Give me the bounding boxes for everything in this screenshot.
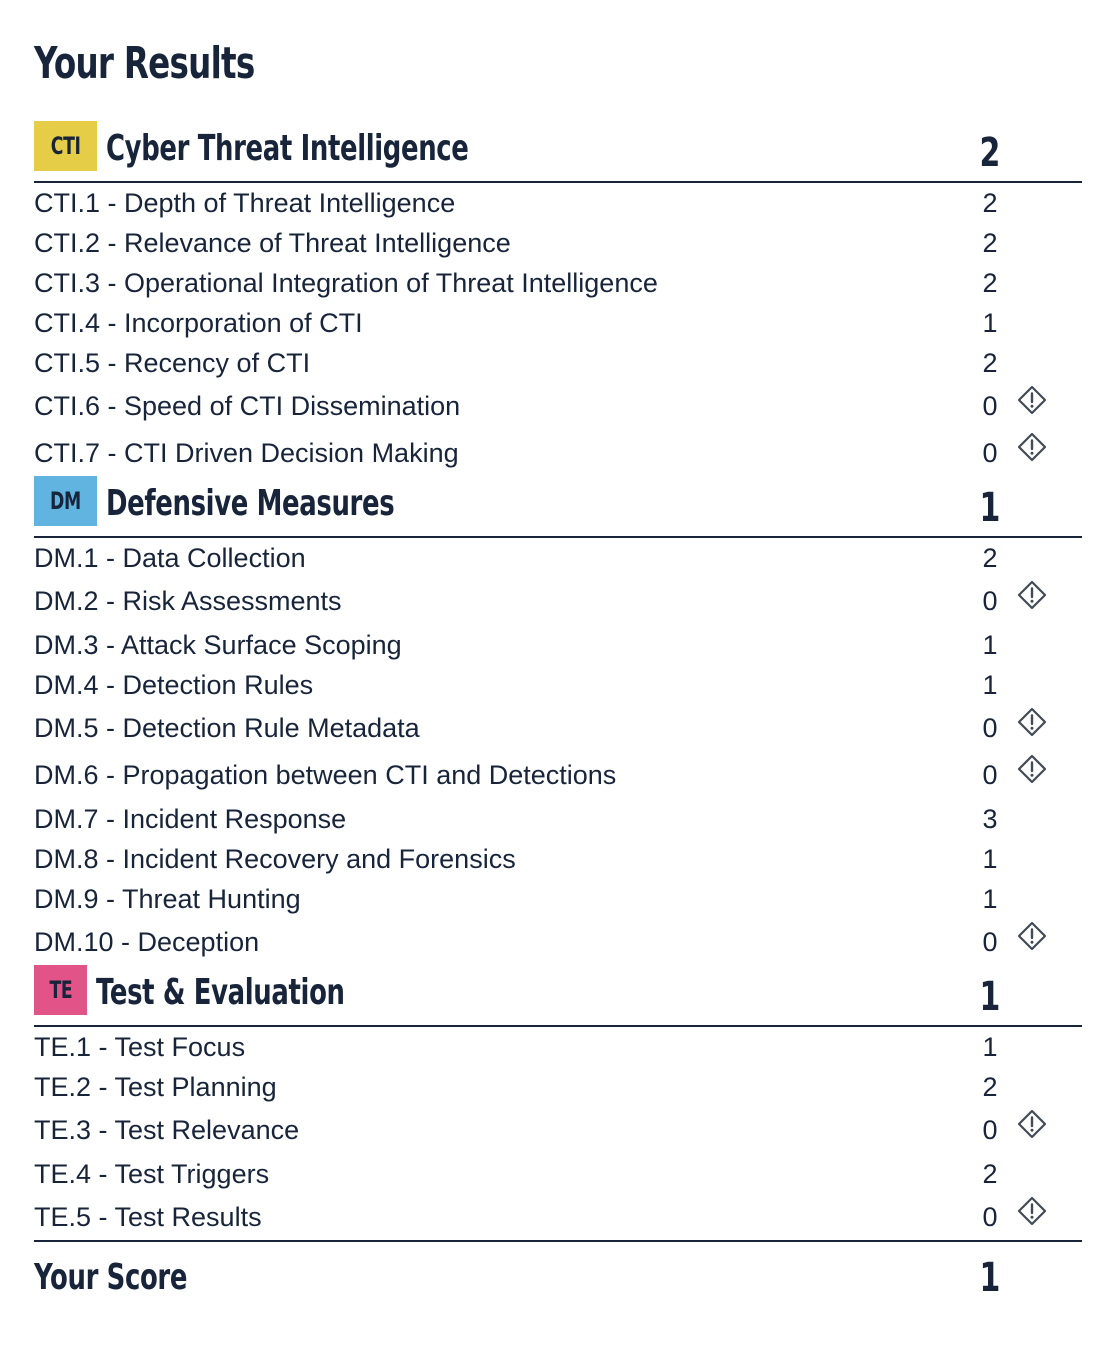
item-score: 0 [982, 713, 998, 743]
total-score-value: 1 [979, 1255, 1001, 1301]
item-score: 0 [982, 586, 998, 616]
item-row [34, 1112, 1082, 1148]
warning-diamond-icon [1016, 384, 1048, 416]
warning-diamond-icon [1016, 431, 1048, 463]
item-row [34, 435, 1082, 471]
item-score: 2 [982, 1072, 998, 1102]
section-header [34, 121, 1082, 183]
item-row [34, 881, 1082, 917]
item-label: DM.7 - Incident Response [34, 804, 347, 834]
item-row [34, 388, 1082, 424]
item-score: 0 [982, 391, 998, 421]
section-test-evaluation [34, 965, 1082, 1232]
item-label: DM.9 - Threat Hunting [34, 884, 301, 914]
item-score: 0 [982, 1115, 998, 1145]
item-row [34, 1199, 1082, 1235]
item-label: CTI.4 - Incorporation of CTI [34, 308, 363, 338]
total-score-label: Your Score [34, 1257, 188, 1298]
item-label: TE.2 - Test Planning [34, 1072, 277, 1102]
section-defensive-measures [34, 476, 1082, 957]
page-title: Your Results [34, 38, 255, 89]
item-score: 2 [982, 348, 998, 378]
item-label: DM.6 - Propagation between CTI and Detections [34, 760, 617, 790]
item-label: CTI.7 - CTI Driven Decision Making [34, 438, 459, 468]
section-title: Defensive Measures [106, 483, 395, 524]
warning-diamond-icon [1016, 920, 1048, 952]
item-score: 0 [982, 438, 998, 468]
section-badge-label: TE [49, 976, 72, 1004]
section-cyber-threat-intelligence [34, 121, 1082, 468]
warning-diamond-icon [1016, 706, 1048, 738]
item-score: 3 [982, 804, 998, 834]
section-badge-label: CTI [50, 132, 81, 160]
item-label: DM.4 - Detection Rules [34, 670, 314, 700]
section-badge [34, 476, 97, 526]
item-row [34, 667, 1082, 703]
item-label: DM.3 - Attack Surface Scoping [34, 630, 402, 660]
item-label: CTI.1 - Depth of Threat Intelligence [34, 188, 456, 218]
section-header [34, 476, 1082, 538]
item-score: 1 [982, 844, 998, 874]
item-row [34, 924, 1082, 960]
item-row [34, 540, 1082, 576]
section-badge [34, 965, 87, 1015]
item-label: DM.2 - Risk Assessments [34, 586, 342, 616]
section-badge-label: DM [50, 487, 81, 515]
item-label: CTI.2 - Relevance of Threat Intelligence [34, 228, 511, 258]
item-score: 2 [982, 268, 998, 298]
section-score: 2 [979, 130, 1001, 176]
item-row [34, 1156, 1082, 1192]
item-row [34, 757, 1082, 793]
item-score: 1 [982, 308, 998, 338]
item-row [34, 265, 1082, 301]
warning-diamond-icon [1016, 579, 1048, 611]
item-label: CTI.3 - Operational Integration of Threat Intelligence [34, 268, 658, 298]
item-row [34, 583, 1082, 619]
item-row [34, 801, 1082, 837]
item-score: 2 [982, 228, 998, 258]
item-row [34, 710, 1082, 746]
item-row [34, 185, 1082, 221]
item-score: 0 [982, 760, 998, 790]
item-score: 1 [982, 1032, 998, 1062]
item-label: CTI.5 - Recency of CTI [34, 348, 311, 378]
section-score: 1 [979, 974, 1001, 1020]
item-row [34, 627, 1082, 663]
item-score: 2 [982, 188, 998, 218]
item-row [34, 1029, 1082, 1065]
item-label: DM.10 - Deception [34, 927, 260, 957]
item-label: TE.3 - Test Relevance [34, 1115, 300, 1145]
item-score: 1 [982, 670, 998, 700]
item-row [34, 225, 1082, 261]
item-label: TE.4 - Test Triggers [34, 1159, 270, 1189]
item-label: TE.1 - Test Focus [34, 1032, 246, 1062]
warning-diamond-icon [1016, 1195, 1048, 1227]
item-score: 0 [982, 1202, 998, 1232]
item-label: TE.5 - Test Results [34, 1202, 262, 1232]
item-score: 2 [982, 543, 998, 573]
item-score: 0 [982, 927, 998, 957]
section-badge [34, 121, 97, 171]
section-title: Test & Evaluation [96, 972, 345, 1013]
item-row [34, 345, 1082, 381]
item-label: DM.8 - Incident Recovery and Forensics [34, 844, 516, 874]
section-title: Cyber Threat Intelligence [106, 128, 469, 169]
item-row [34, 841, 1082, 877]
item-label: CTI.6 - Speed of CTI Dissemination [34, 391, 461, 421]
section-header [34, 965, 1082, 1027]
total-score-row [34, 1240, 1082, 1312]
item-score: 2 [982, 1159, 998, 1189]
section-score: 1 [979, 485, 1001, 531]
warning-diamond-icon [1016, 1108, 1048, 1140]
item-row [34, 305, 1082, 341]
warning-diamond-icon [1016, 753, 1048, 785]
item-label: DM.1 - Data Collection [34, 543, 306, 573]
item-score: 1 [982, 630, 998, 660]
item-row [34, 1069, 1082, 1105]
item-label: DM.5 - Detection Rule Metadata [34, 713, 420, 743]
item-score: 1 [982, 884, 998, 914]
